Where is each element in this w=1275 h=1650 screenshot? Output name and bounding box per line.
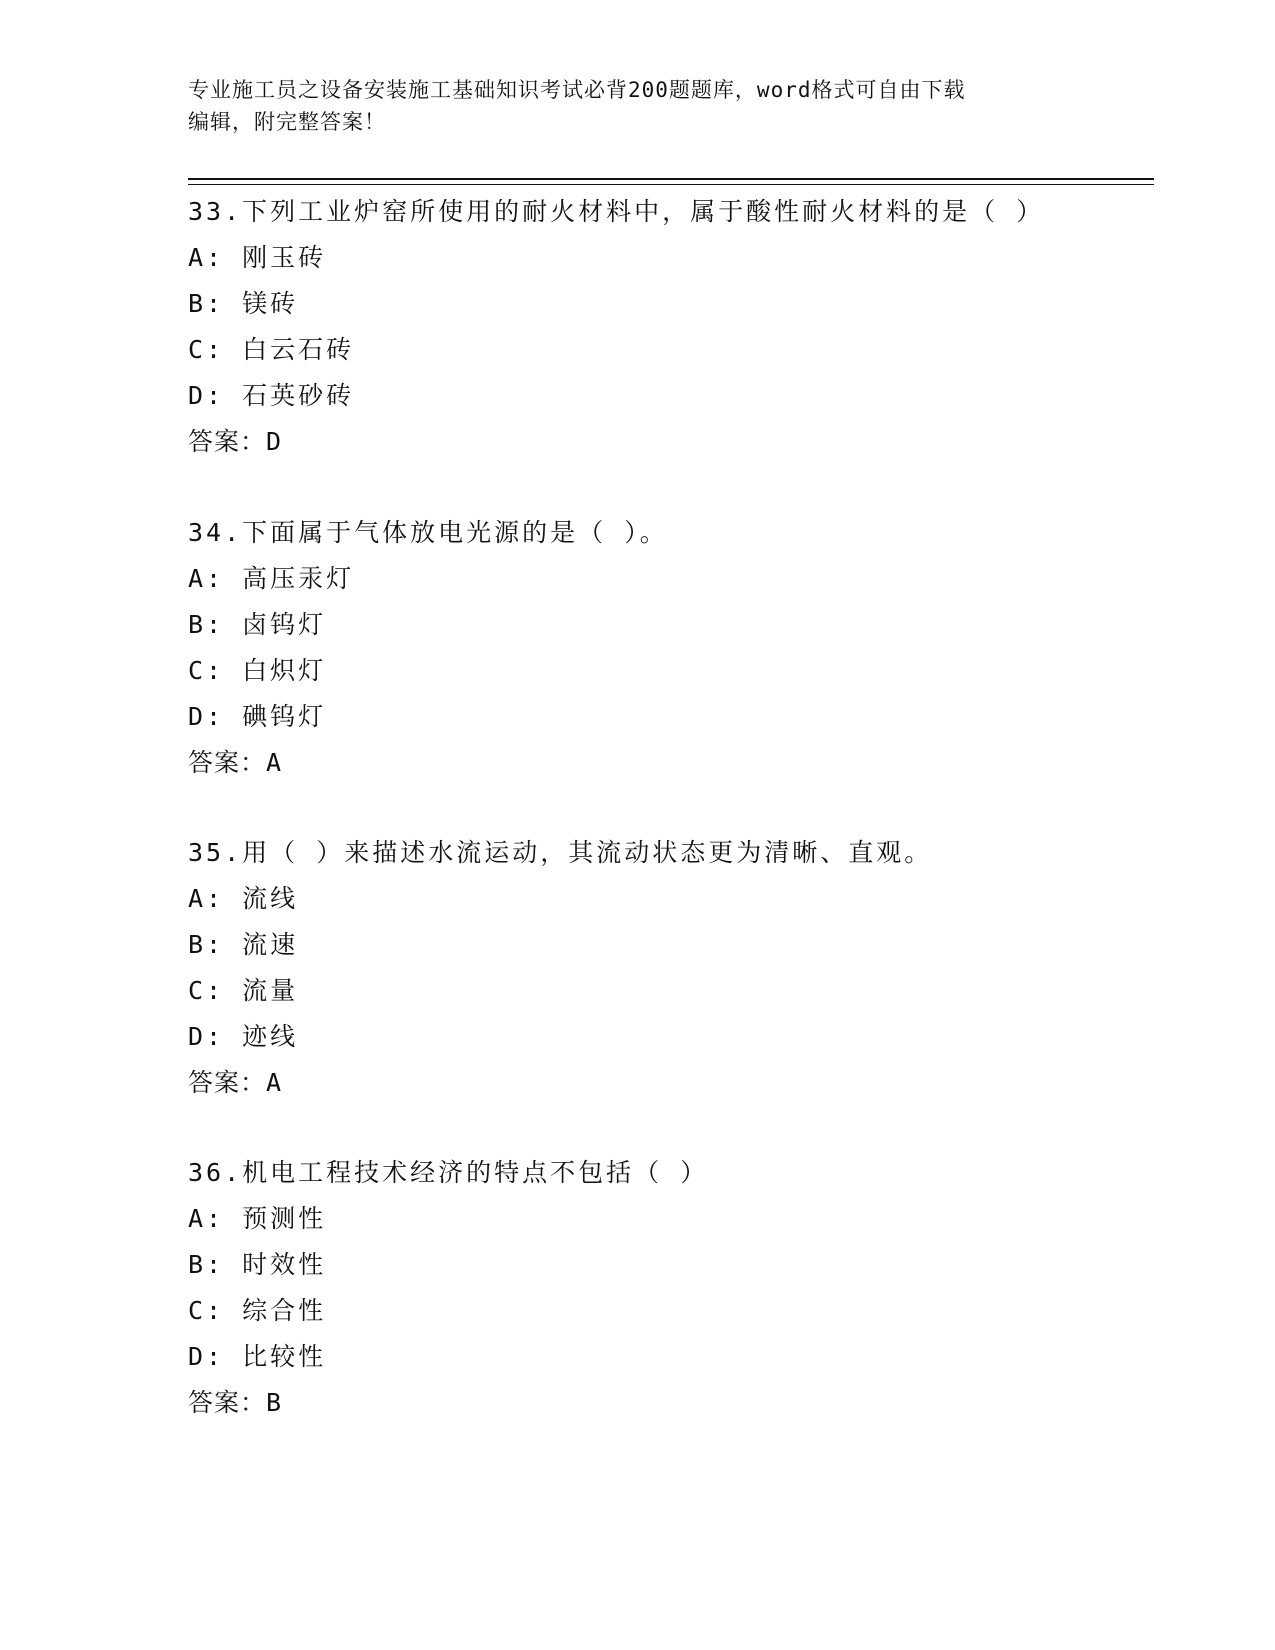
- option-d: D: 比较性: [188, 1342, 327, 1371]
- option-b: B: 镁砖: [188, 289, 299, 318]
- header-line-1: 专业施工员之设备安装施工基础知识考试必背200题题库，word格式可自由下载: [188, 78, 966, 102]
- option-a: A: 刚玉砖: [188, 243, 327, 272]
- answer: 答案：D: [188, 427, 283, 456]
- question-36: [188, 1150, 1148, 1426]
- option-c: C: 白云石砖: [188, 335, 355, 364]
- option-c: C: 综合性: [188, 1296, 327, 1325]
- header-divider-thin: [188, 184, 1154, 185]
- option-a: A: 预测性: [188, 1204, 327, 1233]
- option-d: D: 石英砂砖: [188, 381, 355, 410]
- answer: 答案：A: [188, 1068, 283, 1097]
- question-35: [188, 830, 1148, 1106]
- question-33: [188, 189, 1148, 465]
- option-b: B: 流速: [188, 930, 299, 959]
- option-d: D: 迹线: [188, 1022, 299, 1051]
- option-b: B: 卤钨灯: [188, 610, 327, 639]
- option-c: C: 白炽灯: [188, 656, 327, 685]
- header-divider-thick: [188, 178, 1154, 180]
- question-stem: 33.下列工业炉窑所使用的耐火材料中，属于酸性耐火材料的是（ ）: [188, 197, 1045, 226]
- answer: 答案：B: [188, 1388, 283, 1417]
- option-d: D: 碘钨灯: [188, 702, 327, 731]
- option-a: A: 流线: [188, 884, 299, 913]
- question-stem: 35.用（ ）来描述水流运动，其流动状态更为清晰、直观。: [188, 838, 933, 867]
- header-line-2: 编辑，附完整答案！: [188, 110, 386, 134]
- option-c: C: 流量: [188, 976, 299, 1005]
- option-a: A: 高压汞灯: [188, 564, 355, 593]
- question-stem: 34.下面属于气体放电光源的是（ ）。: [188, 518, 668, 547]
- answer: 答案：A: [188, 748, 283, 777]
- question-34: [188, 510, 1148, 786]
- question-stem: 36.机电工程技术经济的特点不包括（ ）: [188, 1158, 709, 1187]
- document-header: [188, 74, 1088, 138]
- option-b: B: 时效性: [188, 1250, 327, 1279]
